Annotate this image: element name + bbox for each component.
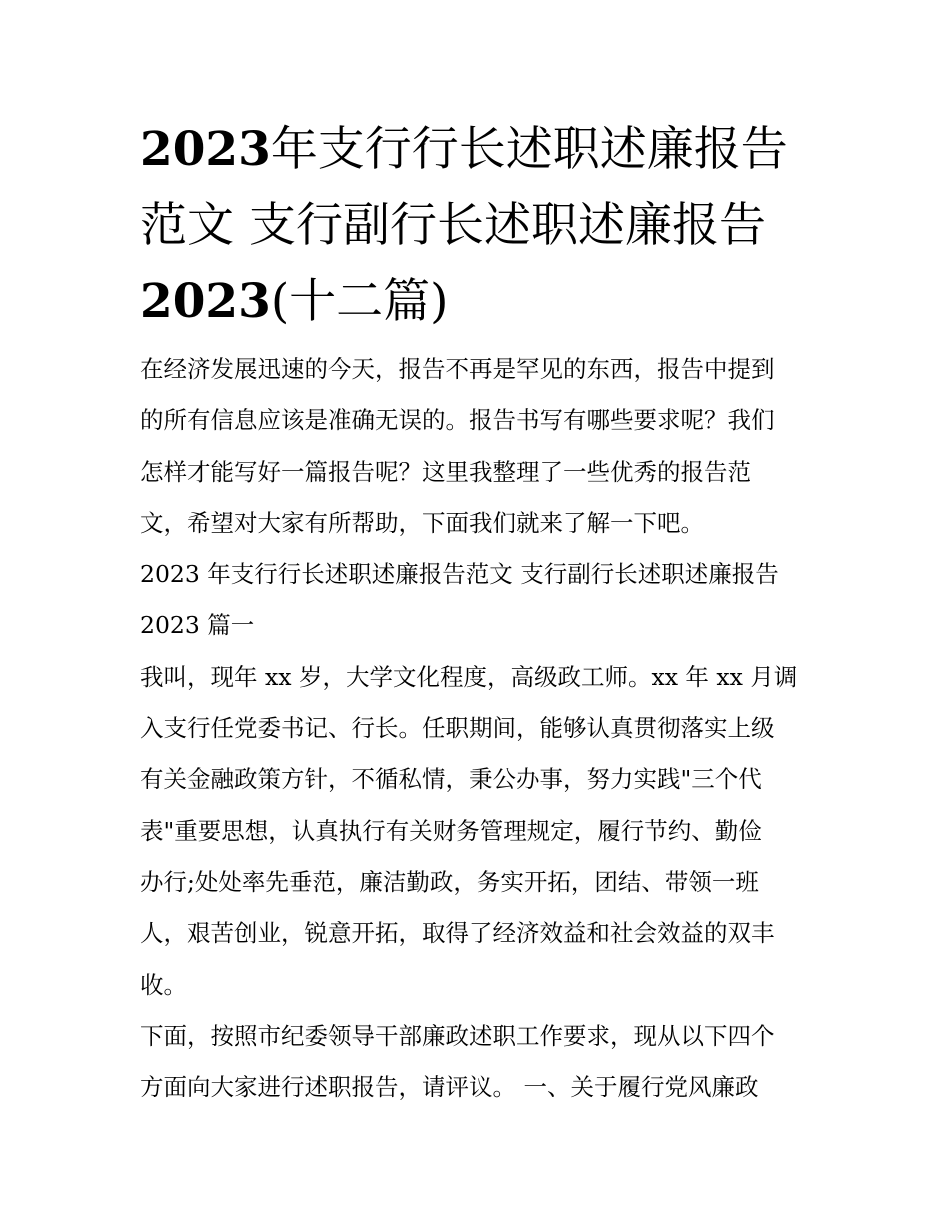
body-line: 在经济发展迅速的今天，报告不再是罕见的东西，报告中提到 xyxy=(140,355,775,383)
document-title xyxy=(140,112,815,340)
body-line: 方面向大家进行述职报告，请评议。 一、关于履行党风廉政 xyxy=(140,1073,759,1102)
body-line: 下面，按照市纪委领导干部廉政述职工作要求，现从以下四个 xyxy=(140,1021,775,1050)
document-page xyxy=(140,112,815,1113)
body-line: 的所有信息应该是准确无误的。报告书写有哪些要求呢？我们 xyxy=(140,406,775,435)
document-body xyxy=(140,344,815,1113)
title-text: 年支行行长述职述廉报告 xyxy=(270,122,788,177)
body-line: 入支行任党委书记、行长。任职期间，能够认真贯彻落实上级 xyxy=(140,714,775,743)
body-line: 人，艰苦创业，锐意开拓，取得了经济效益和社会效益的双丰 xyxy=(140,919,775,948)
section-heading-line: 2023 年支行行长述职述廉报告范文 支行副行长述职述廉报告 xyxy=(140,560,779,589)
section-heading-line: 2023 篇一 xyxy=(140,611,255,640)
title-line-3 xyxy=(140,264,815,340)
title-year: 2023 xyxy=(140,122,271,177)
body-line: 表"重要思想，认真执行有关财务管理规定，履行节约、勤俭 xyxy=(140,816,762,845)
title-text: (十二篇) xyxy=(270,274,449,329)
title-line-1 xyxy=(140,112,815,188)
body-line: 文，希望对大家有所帮助，下面我们就来了解一下吧。 xyxy=(140,508,704,537)
body-line: 有关金融政策方针，不循私情，秉公办事，努力实践"三个代 xyxy=(140,765,762,794)
body-line: 收。 xyxy=(140,970,187,999)
body-line: 我叫，现年 xx 岁，大学文化程度，高级政工师。xx 年 xx 月调 xyxy=(140,662,798,691)
title-text: 范文 支行副行长述职述廉报告 xyxy=(140,198,766,253)
body-line: 怎样才能写好一篇报告呢？这里我整理了一些优秀的报告范 xyxy=(140,457,751,486)
title-year: 2023 xyxy=(140,274,271,329)
title-line-2 xyxy=(140,188,815,264)
body-line: 办行;处处率先垂范，廉洁勤政，务实开拓，团结、带领一班 xyxy=(140,867,759,896)
